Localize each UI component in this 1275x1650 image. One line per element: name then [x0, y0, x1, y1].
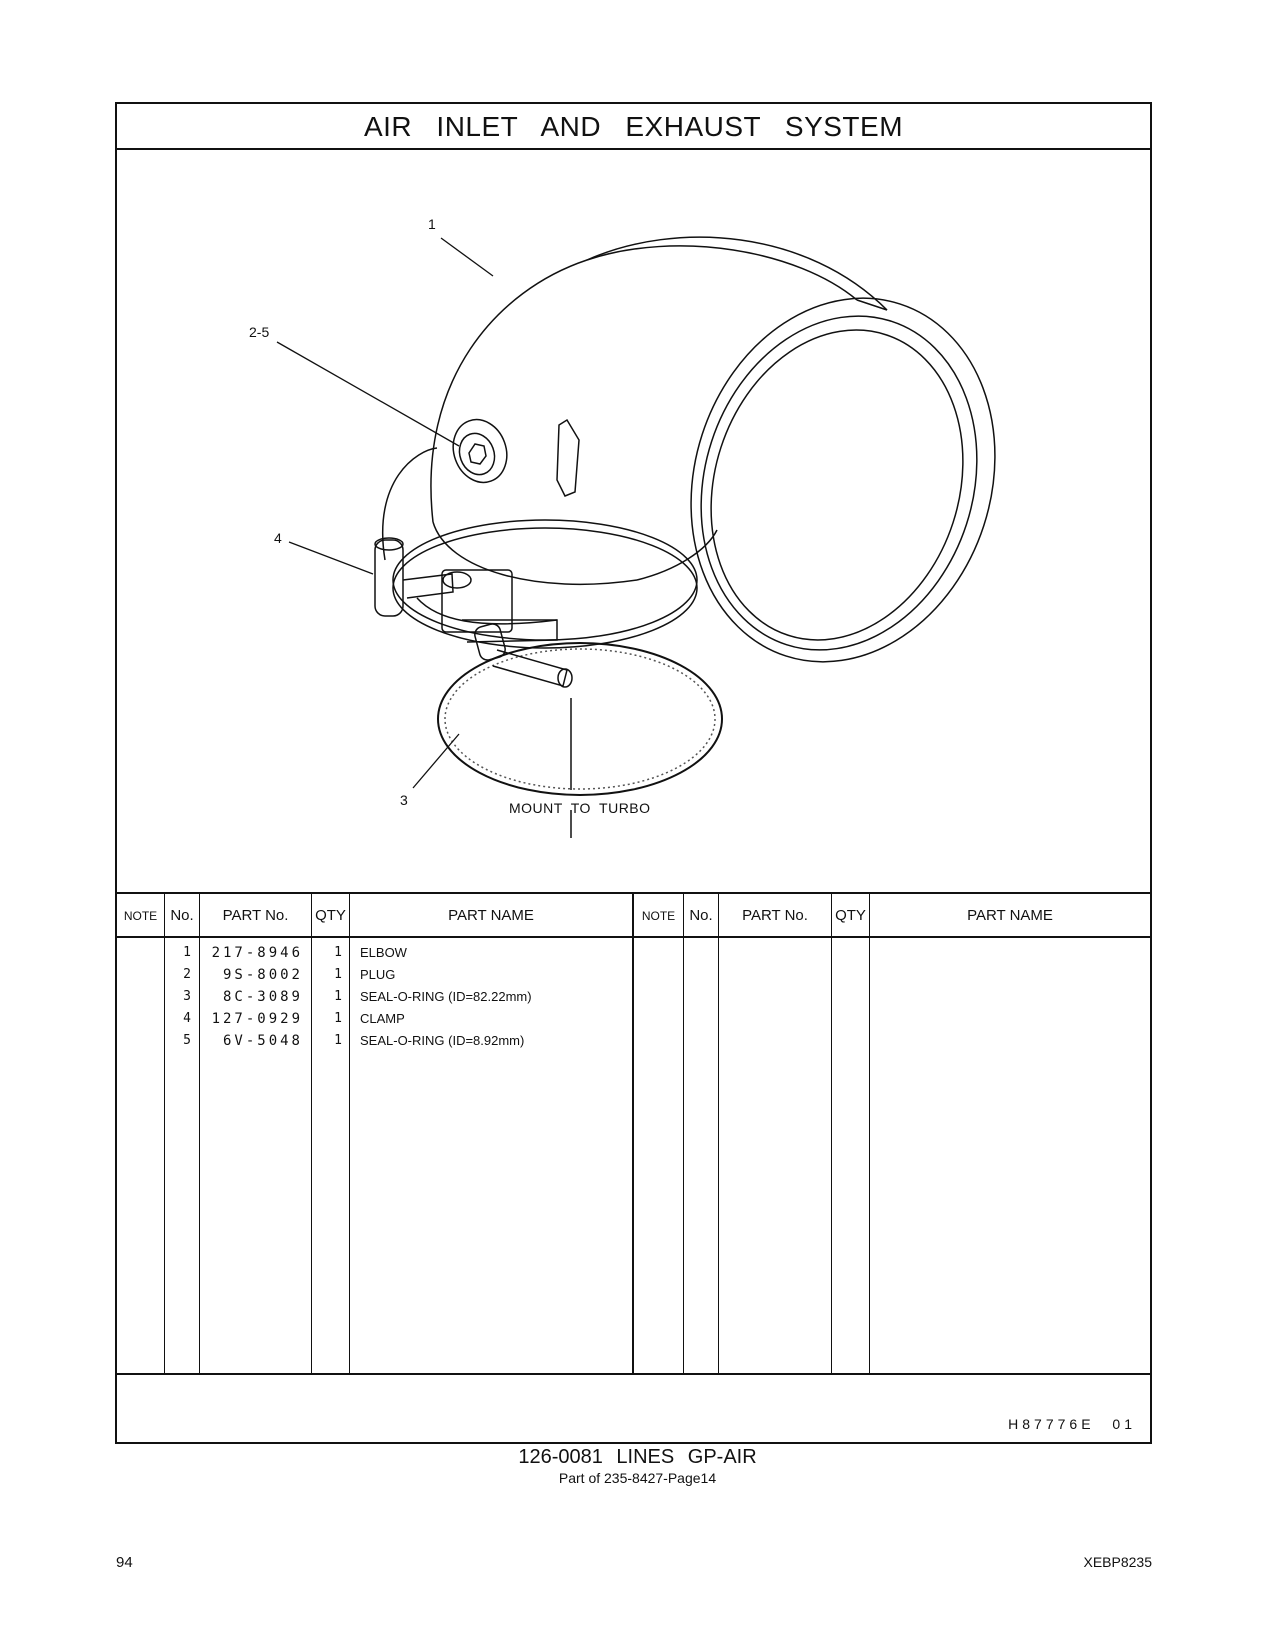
part-name: ELBOW — [360, 945, 407, 960]
quantity: 1 — [334, 967, 342, 982]
number-column — [165, 894, 200, 1373]
part-number-header-2: PART No. — [719, 894, 831, 938]
sheet-footer — [117, 1373, 1150, 1442]
part-name-column — [350, 894, 632, 1373]
callout-1: 1 — [428, 216, 436, 232]
callout-3: 3 — [400, 792, 408, 808]
note-column-2 — [634, 894, 684, 1373]
group-subtitle: Part of 235-8427-Page14 — [558, 1470, 717, 1486]
part-name-header-2: PART NAME — [870, 894, 1150, 938]
part-number-header: PART No. — [200, 894, 311, 938]
row-number: 1 — [183, 945, 191, 960]
part-number: 6V-5048 — [222, 1033, 303, 1049]
group-title: 126-0081 LINES GP-AIR — [518, 1446, 757, 1468]
callout-4: 4 — [274, 530, 282, 546]
row-number: 2 — [183, 967, 191, 982]
note-header-2: NOTE — [634, 894, 683, 938]
row-number: 5 — [183, 1033, 191, 1048]
part-name: SEAL-O-RING (ID=82.22mm) — [360, 989, 532, 1004]
parts-sheet — [115, 102, 1152, 1444]
qty-column-2 — [832, 894, 870, 1373]
quantity: 1 — [334, 1033, 342, 1048]
quantity: 1 — [334, 1011, 342, 1026]
part-number: 217-8946 — [211, 945, 303, 961]
number-header: No. — [165, 894, 199, 938]
quantity: 1 — [334, 989, 342, 1004]
part-number-column-2 — [719, 894, 832, 1373]
number-column-2 — [684, 894, 719, 1373]
part-number-column — [200, 894, 312, 1373]
part-name-column-2 — [870, 894, 1150, 1373]
part-number: 8C-3089 — [222, 989, 303, 1005]
qty-header-2: QTY — [832, 894, 869, 938]
section-title: AIR INLET AND EXHAUST SYSTEM — [117, 104, 1150, 150]
part-number: 127-0929 — [211, 1011, 303, 1027]
row-number: 4 — [183, 1011, 191, 1026]
callout-2-5: 2-5 — [249, 324, 270, 340]
elbow-assembly-illustration — [117, 150, 1150, 892]
document-id: XEBP8235 — [1083, 1554, 1152, 1570]
parts-table-right — [634, 894, 1150, 1373]
illustration-reference: H87776E 01 — [1008, 1416, 1136, 1432]
note-column — [117, 894, 165, 1373]
row-number: 3 — [183, 989, 191, 1004]
quantity: 1 — [334, 945, 342, 960]
page-number: 94 — [116, 1554, 133, 1571]
qty-header: QTY — [312, 894, 349, 938]
qty-column — [312, 894, 350, 1373]
part-name: CLAMP — [360, 1011, 405, 1026]
exploded-drawing — [117, 150, 1150, 892]
parts-table — [117, 892, 1150, 1373]
parts-table-left — [117, 894, 634, 1373]
part-name: PLUG — [360, 967, 396, 982]
part-number: 9S-8002 — [222, 967, 303, 983]
number-header-2: No. — [684, 894, 718, 938]
part-name: SEAL-O-RING (ID=8.92mm) — [360, 1033, 525, 1048]
note-header: NOTE — [117, 894, 164, 938]
part-name-header: PART NAME — [350, 894, 632, 938]
mount-to-turbo-note: MOUNT TO TURBO — [509, 800, 651, 816]
